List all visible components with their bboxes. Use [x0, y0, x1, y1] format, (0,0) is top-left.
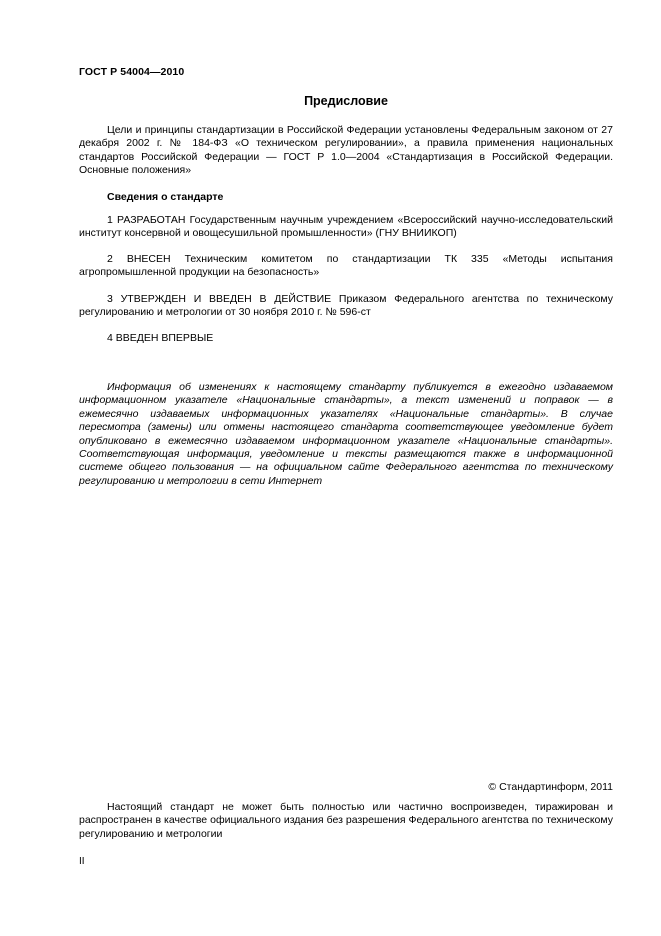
info-item-developed: 1 РАЗРАБОТАН Государственным научным учреждением «Всероссийский научно-исследовательский институт консервной и овощесушильной промышленности» (ГНУ ВНИИКОП)	[79, 214, 613, 240]
reproduction-notice-paragraph: Настоящий стандарт не может быть полностью или частично воспроизведен, тиражирован и распространен в качестве официального издания без разрешения Федерального агентства по техническому регулированию и метрологии	[79, 801, 613, 840]
standard-info-heading: Сведения о стандарте	[107, 191, 224, 203]
info-item-introduced: 4 ВВЕДЕН ВПЕРВЫЕ	[107, 332, 214, 344]
page-number: II	[79, 856, 85, 867]
info-item-submitted: 2 ВНЕСЕН Техническим комитетом по стандартизации ТК 335 «Методы испытания агропромышленной продукции на безопасность»	[79, 253, 613, 279]
preface-intro-paragraph: Цели и принципы стандартизации в Российской Федерации установлены Федеральным законом от 27 декабря 2002 г. № 184-ФЗ «О техническом регулировании», а правила применения национальных стандартов Российской Федерации — ГОСТ Р 1.0—2004 «Стандартизация в Российской Федерации. Основные положения»	[79, 124, 613, 177]
copyright-notice: © Стандартинформ, 2011	[488, 781, 613, 793]
amendments-notice-paragraph: Информация об изменениях к настоящему стандарту публикуется в ежегодно издаваемом информационном указателе «Национальные стандарты», а текст изменений и поправок — в ежемесячно издаваемых информационных указателях «Национальные стандарты». В случае пересмотра (замены) или отмены настоящего стандарта соответствующее уведомление будет опубликовано в ежемесячно издаваемом информационном указателе «Национальные стандарты». Соответствующая информация, уведомление и тексты размещаются также в информационной системе общего пользования — на официальном сайте Федерального агентства по техническому регулированию и метрологии в сети Интернет	[79, 381, 613, 487]
page-title: Предисловие	[304, 94, 388, 108]
document-code: ГОСТ Р 54004—2010	[79, 66, 185, 78]
info-item-approved: 3 УТВЕРЖДЕН И ВВЕДЕН В ДЕЙСТВИЕ Приказом Федерального агентства по техническому регулированию и метрологии от 30 ноября 2010 г. № 596-ст	[79, 293, 613, 319]
